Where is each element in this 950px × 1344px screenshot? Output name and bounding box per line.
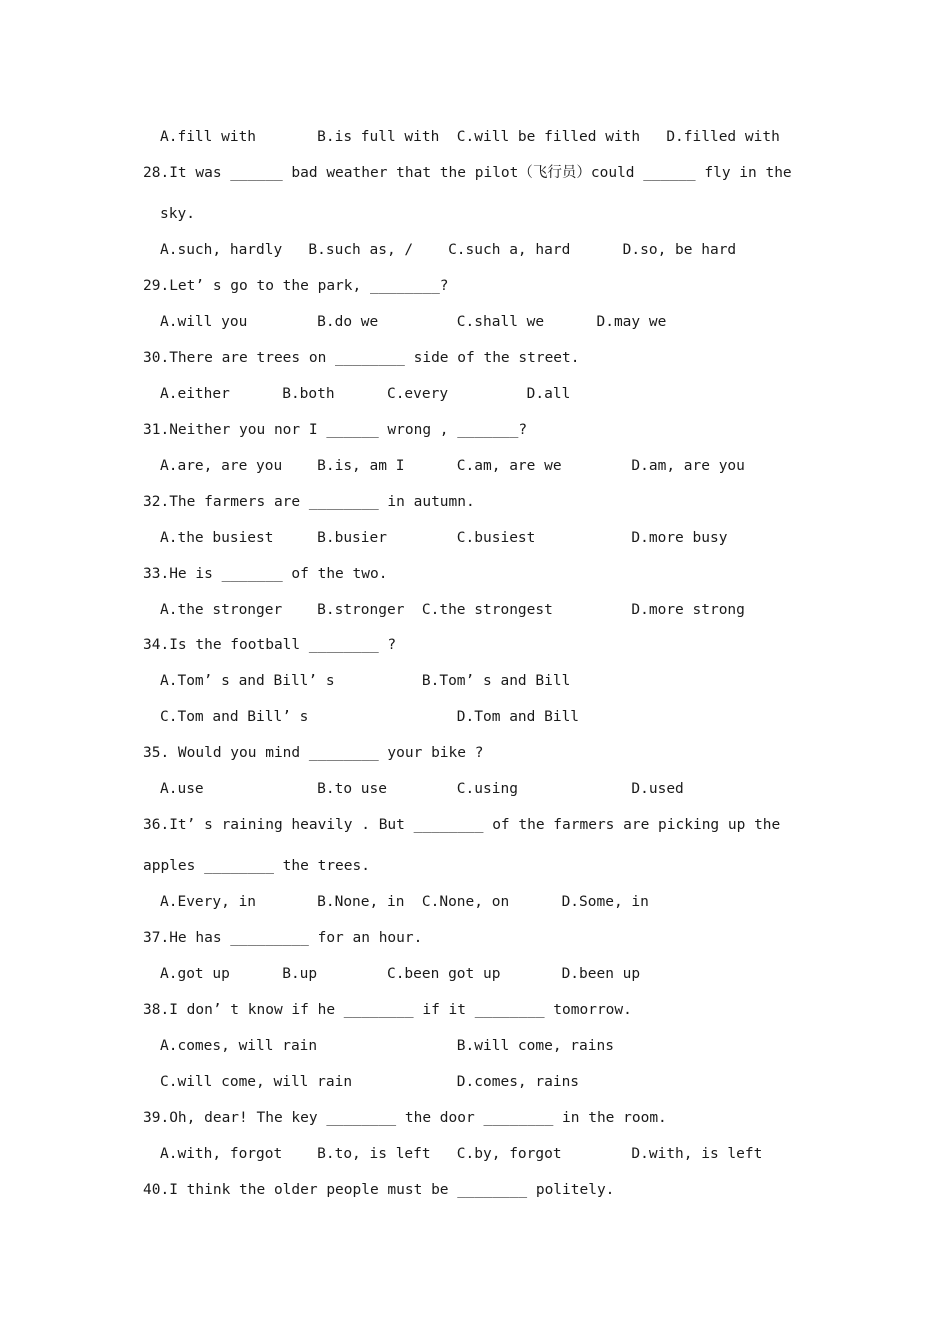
q28-stem: 28.It was ______ bad weather that the pilot（飞行员）could ______ fly in the [143,165,792,181]
q28-stem-continued: sky. [160,206,195,222]
q30-stem: 30.There are trees on ________ side of the street. [143,350,580,366]
q29-stem: 29.Let’ s go to the park, ________? [143,278,449,294]
q37-options: A.got up B.up C.been got up D.been up [160,966,641,982]
q36-stem-continued: apples ________ the trees. [143,858,370,874]
q39-stem: 39.Oh, dear! The key ________ the door ________ in the room. [143,1110,667,1126]
q32-options: A.the busiest B.busier C.busiest D.more busy [160,530,728,546]
q28-options: A.such, hardly B.such as, / C.such a, hard D.so, be hard [160,242,737,258]
q38-options-row1: A.comes, will rain B.will come, rains [160,1038,614,1054]
q39-options: A.with, forgot B.to, is left C.by, forgot D.with, is left [160,1146,763,1162]
q35-options: A.use B.to use C.using D.used [160,781,684,797]
q27-options: A.fill with B.is full with C.will be filled with D.filled with [160,129,780,145]
q36-stem: 36.It’ s raining heavily . But ________ of the farmers are picking up the [143,817,781,833]
q31-stem: 31.Neither you nor I ______ wrong , _______? [143,422,528,438]
q33-options: A.the stronger B.stronger C.the strongest D.more strong [160,602,745,618]
q35-stem: 35. Would you mind ________ your bike ? [143,745,484,761]
q33-stem: 33.He is _______ of the two. [143,566,388,582]
q38-options-row2: C.will come, will rain D.comes, rains [160,1074,580,1090]
q32-stem: 32.The farmers are ________ in autumn. [143,494,475,510]
q37-stem: 37.He has _________ for an hour. [143,930,423,946]
q34-stem: 34.Is the football ________ ? [143,637,397,653]
q38-stem: 38.I don’ t know if he ________ if it ________ tomorrow. [143,1002,632,1018]
q36-options: A.Every, in B.None, in C.None, on D.Some, in [160,894,649,910]
q30-options: A.either B.both C.every D.all [160,386,571,402]
q34-options-row2: C.Tom and Bill’ s D.Tom and Bill [160,709,580,725]
q34-options-row1: A.Tom’ s and Bill’ s B.Tom’ s and Bill [160,673,571,689]
q40-stem: 40.I think the older people must be ________ politely. [143,1182,615,1198]
q29-options: A.will you B.do we C.shall we D.may we [160,314,667,330]
q31-options: A.are, are you B.is, am I C.am, are we D.am, are you [160,458,745,474]
